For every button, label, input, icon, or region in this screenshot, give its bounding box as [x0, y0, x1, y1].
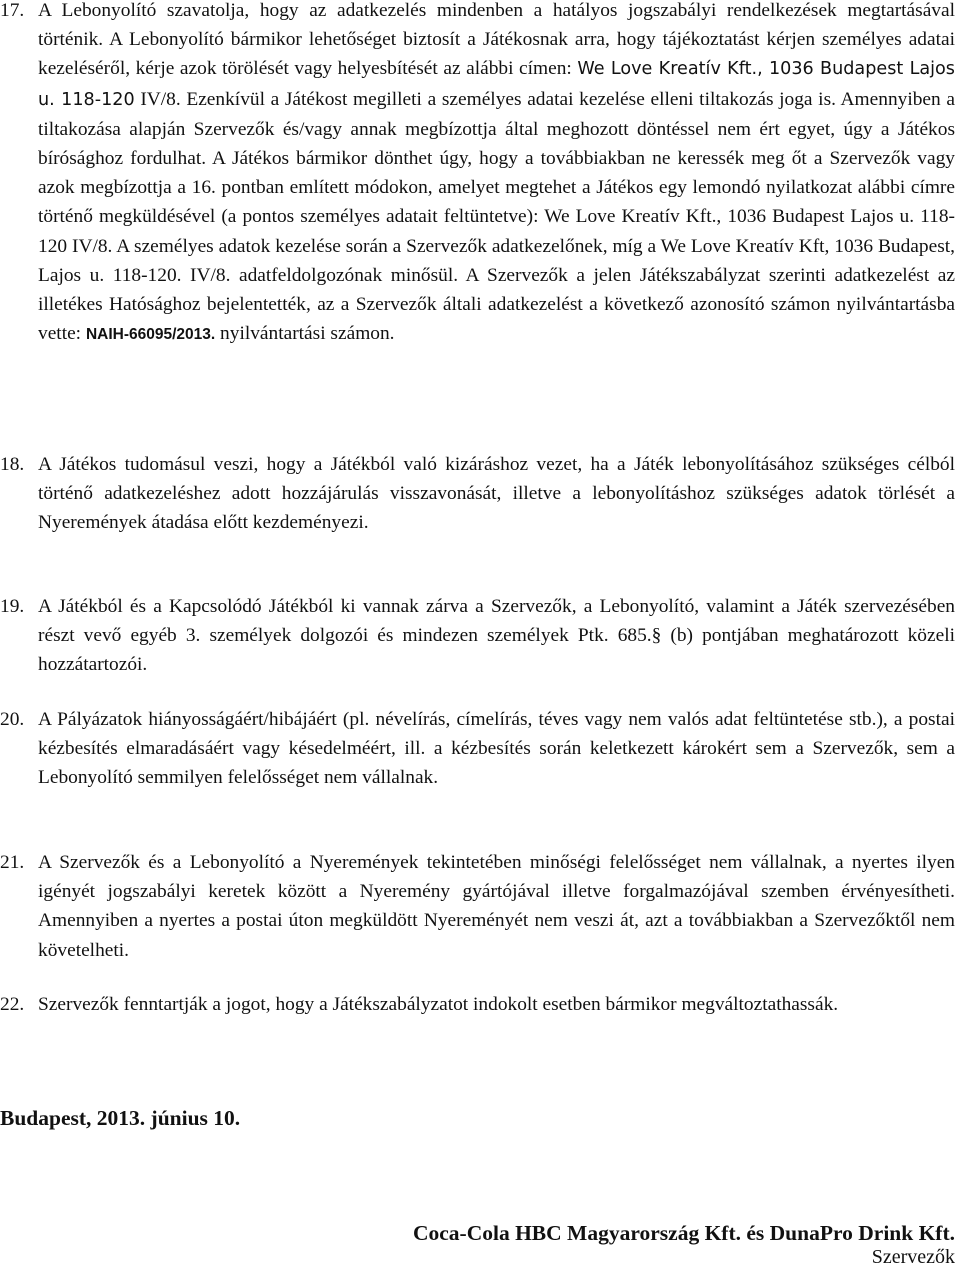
section-number: 19.	[0, 596, 25, 617]
section-number: 18.	[0, 454, 25, 475]
section-text: A Játékos tudomásul veszi, hogy a Játékból való kizáráshoz vezet, ha a Játék lebonyolításához szükséges célból történő adatkezeléshez adott hozzájárulás visszavonását, illetve a lebonyolításhoz szükséges adatok törlését a Nyeremények átadása előtt kezdeményezi.	[38, 454, 955, 534]
signature-role: Szervezők	[871, 1246, 955, 1268]
section-text: A Pályázatok hiányosságáért/hibájáért (pl. névelírás, címelírás, téves vagy nem valós adat feltüntetése stb.), a postai kézbesítés elmaradásáért vagy késedelméért, ill. a kézbesítés során keletkezett károkért sem a Szervezők, sem a Lebonyolító semmilyen felelősséget nem vállalnak.	[38, 709, 955, 789]
text-part: IV/8. Ezenkívül a Játékost megilleti a személyes adatai kezelése elleni tiltakozás joga is. Amennyiben a tiltakozása alapján Szervezők és/vagy annak megbízottja által meghozott döntéssel nem ért egyet, úgy a Játékos bírósághoz fordulhat. A Játékos bármikor dönthet úgy, hogy a továbbiakban ne keressék meg őt a Szervezők vagy azok megbízottja a 16. pontban említett módokon, amelyet megtehet a Játékos egy lemondó nyilatkozat alábbi címre történő megküldésével (a pontos személyes adatait feltüntetve): We Love Kreatív Kft., 1036 Budapest Lajos u. 118-120 IV/8. A személyes adatok kezelése során a Szervezők adatkezelőnek, míg a We Love Kreatív Kft, 1036 Budapest, Lajos u. 118-120. IV/8. adatfeldolgozónak minősül. A Szervezők a jelen Játékszabályzat szerinti adatkezelést az illetékes Hatósághoz bejelentették, az a Szervezők általi adatkezelést a következő azonosító számon nyilvántartásba vette:	[38, 88, 955, 345]
address-text: We Love Kreatív Kft., 1036 Budapest Lajos u. 118-120	[38, 59, 955, 110]
section-17	[0, 0, 955, 349]
section-20	[0, 705, 955, 793]
registration-number: NAIH-66095/2013.	[85, 326, 216, 344]
section-21	[0, 848, 955, 965]
section-18	[0, 450, 955, 538]
section-number: 20.	[0, 709, 25, 730]
section-text	[38, 0, 955, 349]
place-and-date: Budapest, 2013. június 10.	[0, 1106, 241, 1130]
section-text: A Szervezők és a Lebonyolító a Nyeremények tekintetében minőségi felelősséget nem vállalnak, a nyertes ilyen igényét jogszabályi keretek között a Nyeremény gyártójával illetve forgalmazójával szemben érvényesítheti. Amennyiben a nyertes a postai úton megküldött Nyereményét nem veszi át, azt a továbbiakban a Szervezőktől nem követelheti.	[38, 852, 955, 961]
section-text: A Játékból és a Kapcsolódó Játékból ki vannak zárva a Szervezők, a Lebonyolító, valamint a Játék szervezésében részt vevő egyéb 3. személyek dolgozói és mindezen személyek Ptk. 685.§ (b) pontjában meghatározott közeli hozzátartozói.	[38, 596, 955, 676]
section-22	[0, 990, 955, 1019]
text-part: nyilvántartási számon.	[220, 323, 395, 345]
signature-company: Coca-Cola HBC Magyarország Kft. és DunaPro Drink Kft.	[412, 1221, 955, 1245]
text-part: A Lebonyolító szavatolja, hogy az adatkezelés mindenben a hatályos jogszabályi rendelkezések megtartásával történik. A Lebonyolító bármikor lehetőséget biztosít a Játékosnak arra, hogy tájékoztatást kérjen személyes adatai kezeléséről, kérje azok törölését vagy helyesbítését az alábbi címen:	[38, 0, 955, 80]
section-number: 17.	[0, 0, 25, 21]
section-number: 21.	[0, 852, 25, 873]
section-19	[0, 592, 955, 680]
section-text: Szervezők fenntartják a jogot, hogy a Játékszabályzatot indokolt esetben bármikor megváltoztathassák.	[38, 994, 839, 1015]
section-number: 22.	[0, 994, 25, 1015]
